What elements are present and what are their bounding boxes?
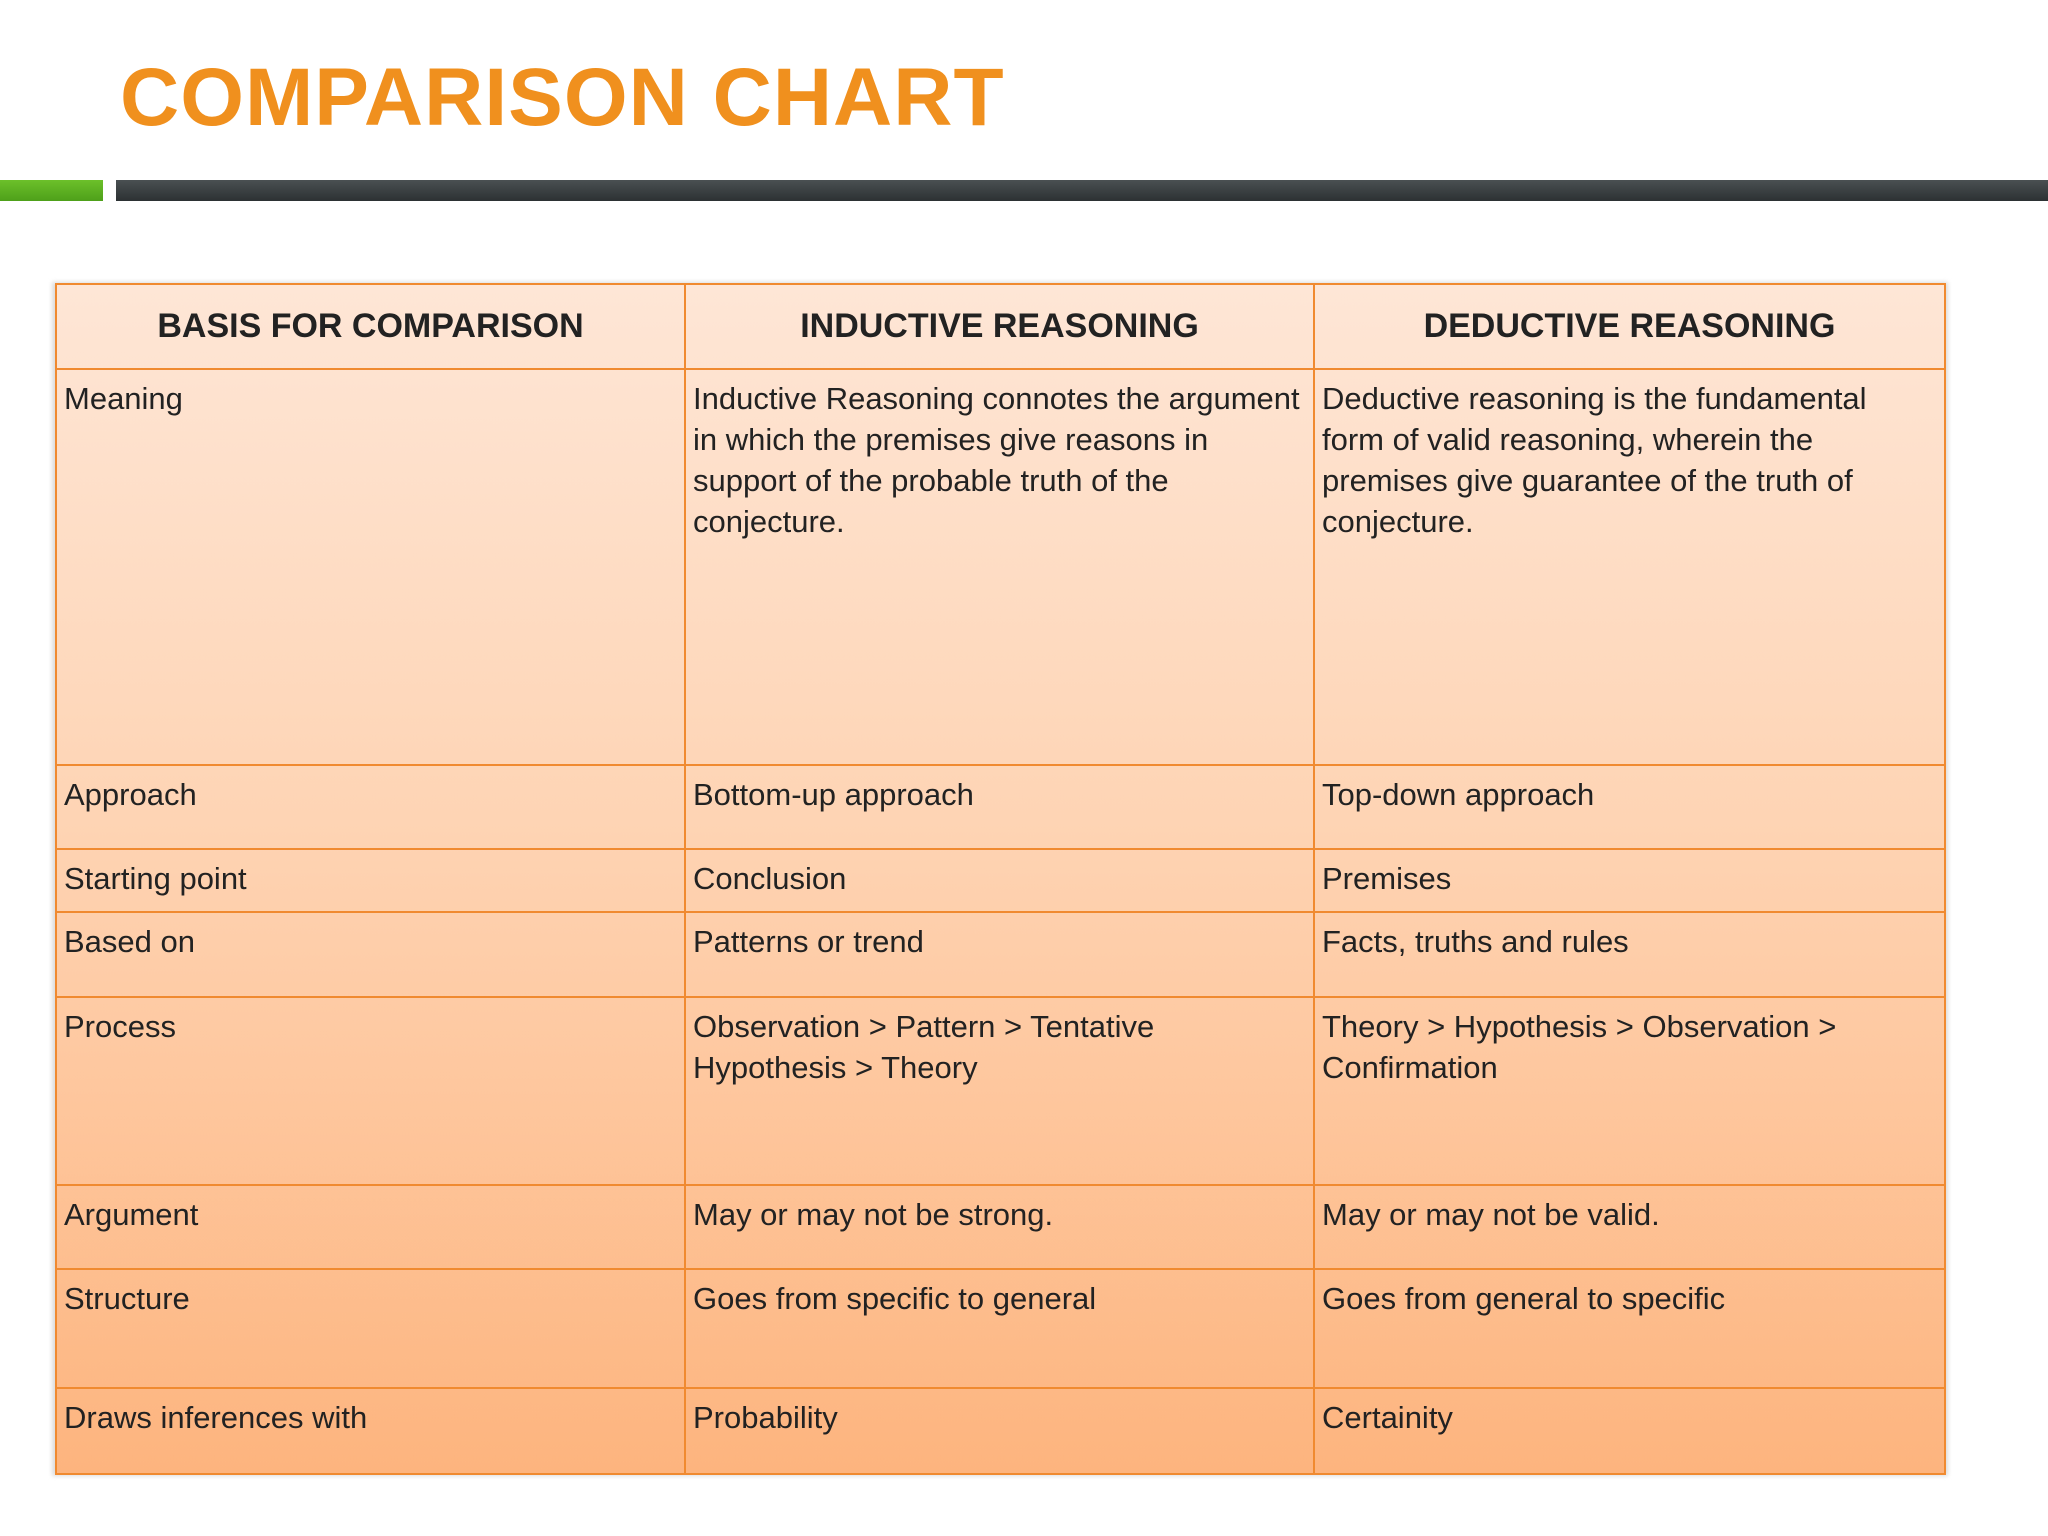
- cell-inductive: Bottom-up approach: [685, 765, 1314, 849]
- cell-inductive: Observation > Pattern > Tentative Hypothesis > Theory: [685, 997, 1314, 1185]
- table-row-based-on: [56, 912, 1945, 997]
- table-row-starting-point: [56, 849, 1945, 912]
- cell-inductive: Probability: [685, 1388, 1314, 1474]
- table-row-meaning: [56, 369, 1945, 765]
- cell-deductive: Goes from general to specific: [1314, 1269, 1945, 1388]
- cell-inductive: Conclusion: [685, 849, 1314, 912]
- accent-bar-dark: [116, 180, 2048, 201]
- table-header-row: [56, 284, 1945, 369]
- cell-deductive: Certainity: [1314, 1388, 1945, 1474]
- cell-inductive: Inductive Reasoning connotes the argument in which the premises give reasons in support of the probable truth of the conjecture.: [685, 369, 1314, 765]
- cell-basis: Approach: [56, 765, 685, 849]
- header-inductive: INDUCTIVE REASONING: [685, 284, 1314, 369]
- cell-basis: Structure: [56, 1269, 685, 1388]
- cell-basis: Meaning: [56, 369, 685, 765]
- cell-deductive: Top-down approach: [1314, 765, 1945, 849]
- cell-deductive: May or may not be valid.: [1314, 1185, 1945, 1269]
- cell-basis: Process: [56, 997, 685, 1185]
- accent-bar-green: [0, 180, 103, 201]
- table-row-argument: [56, 1185, 1945, 1269]
- table-row-approach: [56, 765, 1945, 849]
- table-row-structure: [56, 1269, 1945, 1388]
- cell-basis: Draws inferences with: [56, 1388, 685, 1474]
- comparison-table: [55, 283, 1946, 1475]
- table-row-draws-inferences: [56, 1388, 1945, 1474]
- cell-inductive: Patterns or trend: [685, 912, 1314, 997]
- cell-basis: Based on: [56, 912, 685, 997]
- cell-inductive: Goes from specific to general: [685, 1269, 1314, 1388]
- cell-deductive: Theory > Hypothesis > Observation > Confirmation: [1314, 997, 1945, 1185]
- cell-deductive: Premises: [1314, 849, 1945, 912]
- cell-deductive: Deductive reasoning is the fundamental form of valid reasoning, wherein the premises give guarantee of the truth of conjecture.: [1314, 369, 1945, 765]
- slide-title: COMPARISON CHART: [120, 52, 1005, 143]
- header-deductive: DEDUCTIVE REASONING: [1314, 284, 1945, 369]
- cell-basis: Argument: [56, 1185, 685, 1269]
- header-basis: BASIS FOR COMPARISON: [56, 284, 685, 369]
- table-row-process: [56, 997, 1945, 1185]
- cell-deductive: Facts, truths and rules: [1314, 912, 1945, 997]
- cell-basis: Starting point: [56, 849, 685, 912]
- cell-inductive: May or may not be strong.: [685, 1185, 1314, 1269]
